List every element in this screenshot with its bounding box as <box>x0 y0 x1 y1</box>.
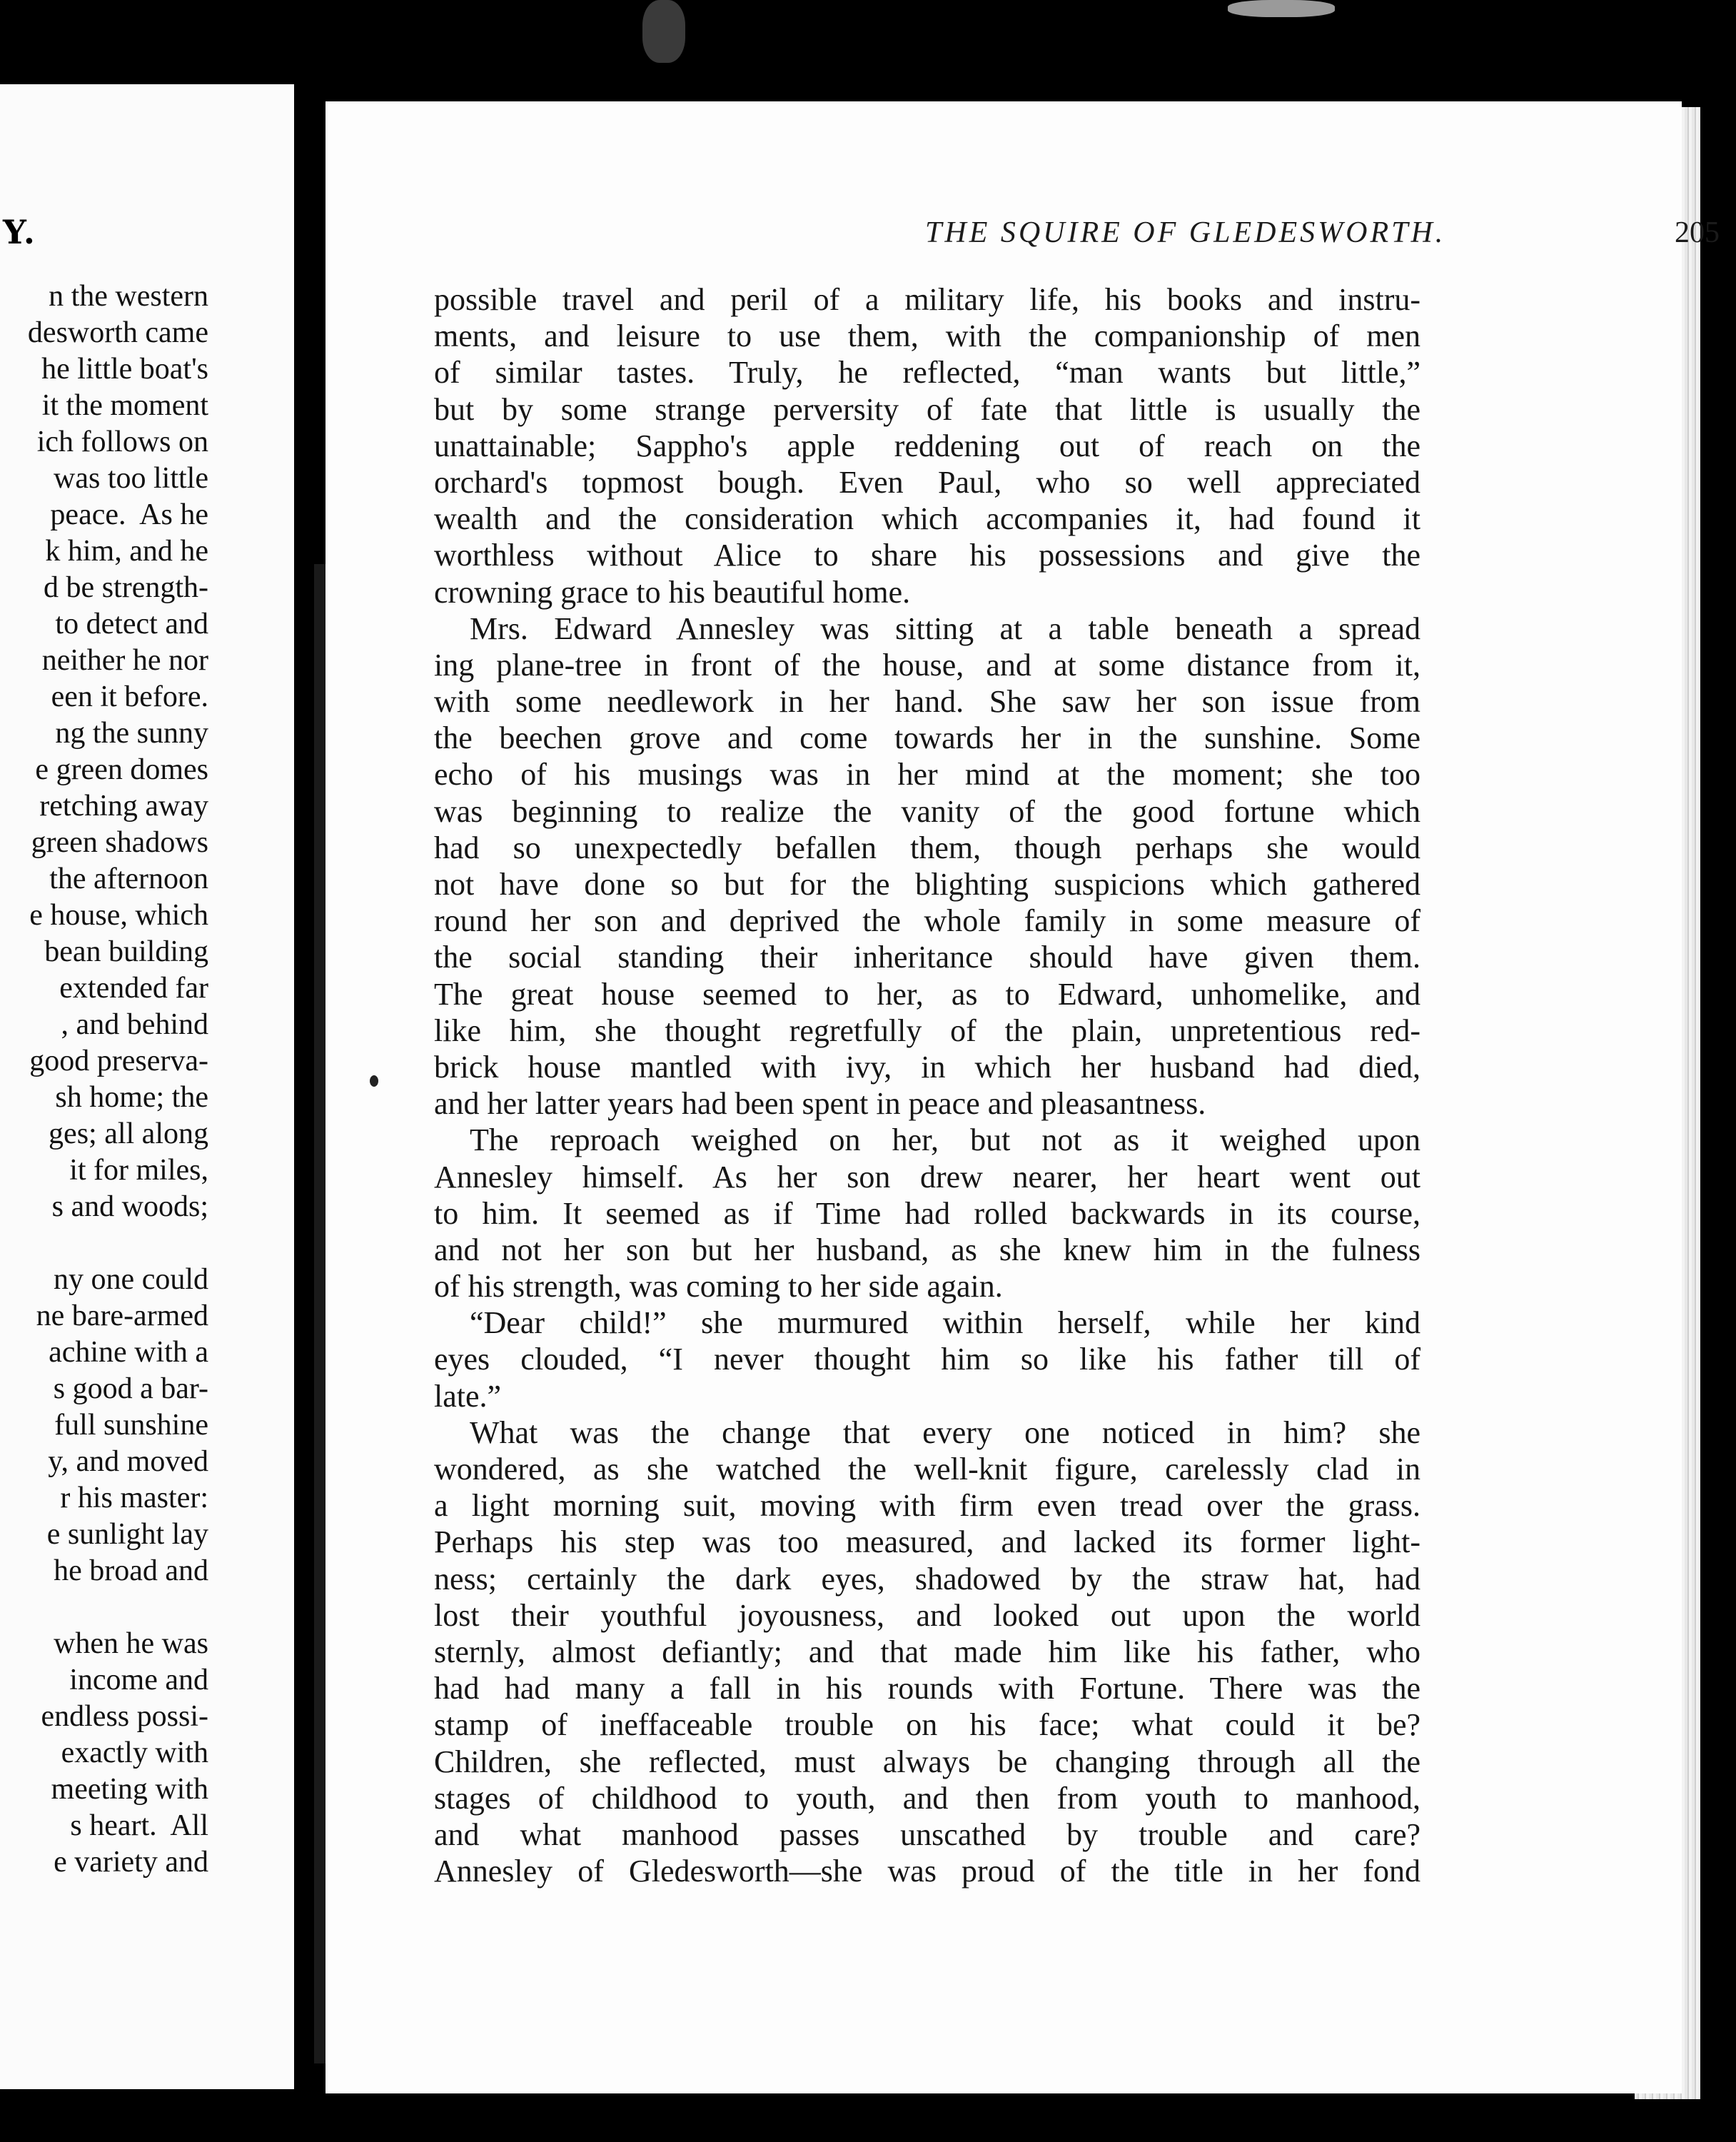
left-text-line: s heart. All <box>70 1809 208 1842</box>
left-text-line <box>0 1225 208 1262</box>
left-text-line <box>0 1589 208 1626</box>
text-line: round her son and deprived the whole family in some measure of <box>434 903 1420 939</box>
left-text-line: n the western <box>49 280 208 313</box>
text-line: to him. It seemed as if Time had rolled backwards in its course, <box>434 1195 1420 1231</box>
left-text-line: e sunlight lay <box>46 1518 208 1551</box>
body-text <box>434 281 1420 1889</box>
left-text-line: extended far <box>59 972 208 1005</box>
left-text-line: k him, and he <box>45 535 208 568</box>
ink-spot <box>370 1075 378 1087</box>
page-number: 205 <box>1675 216 1720 249</box>
text-line: late.” <box>434 1378 502 1414</box>
left-text-line: peace. As he <box>50 498 208 531</box>
left-text-line: ne bare-armed <box>36 1299 208 1332</box>
left-text-line: it the moment <box>41 389 208 422</box>
text-line: sternly, almost defiantly; and that made him like his father, who <box>434 1634 1420 1669</box>
text-line: wondered, as she watched the well-knit figure, carelessly clad in <box>434 1452 1420 1487</box>
text-line: with some needlework in her hand. She saw her son issue from <box>434 684 1420 720</box>
left-text-line: was too little <box>54 462 208 495</box>
text-line: ments, and leisure to use them, with the companionship of men <box>434 318 1420 354</box>
text-line: and what manhood passes unscathed by trouble and care? <box>434 1816 1420 1852</box>
text-line: stages of childhood to youth, and then from youth to manhood, <box>434 1780 1420 1816</box>
running-head <box>625 216 1720 258</box>
text-line: ness; certainly the dark eyes, shadowed by the straw hat, had <box>434 1561 1420 1597</box>
text-line: The great house seemed to her, as to Edward, unhomelike, and <box>434 976 1420 1012</box>
text-line: worthless without Alice to share his possessions and give the <box>434 538 1420 573</box>
text-line: Perhaps his step was too measured, and lacked its former light- <box>434 1524 1420 1560</box>
text-line: like him, she thought regretfully of the plain, unpretentious red- <box>434 1012 1420 1048</box>
left-text-line: ich follows on <box>36 426 208 458</box>
left-text-line: ng the sunny <box>55 717 208 750</box>
text-line: Annesley himself. As her son drew nearer, her heart went out <box>434 1159 1420 1195</box>
text-line: of similar tastes. Truly, he reflected, “man wants but little,” <box>434 355 1420 391</box>
left-text-line: d be strength- <box>44 571 208 604</box>
text-line: had had many a fall in his rounds with Fortune. There was the <box>434 1671 1420 1706</box>
left-page <box>0 84 294 2089</box>
left-text-line: income and <box>69 1664 208 1696</box>
left-text-line: e green domes <box>35 753 208 786</box>
left-text-line: he little boat's <box>41 353 208 386</box>
text-line: lost their youthful joyousness, and looked out upon the world <box>434 1597 1420 1633</box>
left-text-line: bean building <box>44 935 208 968</box>
text-line: Children, she reflected, must always be changing through all the <box>434 1744 1420 1779</box>
left-text-line: e house, which <box>29 899 208 932</box>
text-line: Mrs. Edward Annesley was sitting at a table beneath a spread <box>470 610 1420 646</box>
text-line: not have done so but for the blighting suspicions which gathered <box>434 867 1420 902</box>
text-line: The reproach weighed on her, but not as it weighed upon <box>470 1122 1420 1158</box>
left-text-line: ny one could <box>54 1263 208 1296</box>
left-text-line: neither he nor <box>41 644 208 677</box>
text-line: and not her son but her husband, as she knew him in the fulness <box>434 1232 1420 1267</box>
left-text-line: s good a bar- <box>53 1372 208 1405</box>
text-line: the beechen grove and come towards her in the sunshine. Some <box>434 720 1420 756</box>
left-text-line: full sunshine <box>54 1409 208 1442</box>
left-text-line: to detect and <box>55 608 208 640</box>
left-text-line: green shadows <box>31 826 208 859</box>
text-line: “Dear child!” she murmured within herself, while her kind <box>470 1305 1420 1341</box>
left-text-line: he broad and <box>54 1554 208 1587</box>
left-text-line: desworth came <box>27 316 208 349</box>
text-line: possible travel and peril of a military life, his books and instru- <box>434 282 1420 317</box>
text-line: but by some strange perversity of fate that little is usually the <box>434 391 1420 427</box>
text-line: wealth and the consideration which accompanies it, had found it <box>434 501 1420 537</box>
text-line: What was the change that every one noticed in him? she <box>470 1414 1420 1450</box>
left-text-line: exactly with <box>61 1736 208 1769</box>
left-text-line: achine with a <box>49 1336 208 1369</box>
running-head-title: THE SQUIRE OF GLEDESWORTH. <box>925 216 1446 249</box>
text-line: of his strength, was coming to her side again. <box>434 1269 1003 1304</box>
left-text-line: , and behind <box>61 1008 208 1041</box>
left-text-line: endless possi- <box>41 1700 208 1733</box>
text-line: Annesley of Gledesworth—she was proud of the title in her fond <box>434 1854 1420 1889</box>
text-line: ing plane-tree in front of the house, and at some distance from it, <box>434 647 1420 683</box>
text-line: the social standing their inheritance should have given them. <box>434 940 1420 975</box>
left-text-line: when he was <box>54 1627 208 1660</box>
left-text-line: it for miles, <box>69 1154 208 1187</box>
right-page <box>326 101 1720 2093</box>
text-line: unattainable; Sappho's apple reddening out of reach on the <box>434 428 1420 463</box>
text-line: orchard's topmost bough. Even Paul, who so well appreciated <box>434 464 1420 500</box>
text-line: a light morning suit, moving with firm even tread over the grass. <box>434 1488 1420 1524</box>
left-text-line: een it before. <box>51 680 208 713</box>
left-text-line: good preserva- <box>29 1045 208 1077</box>
text-line: was beginning to realize the vanity of the good fortune which <box>434 793 1420 829</box>
text-line: eyes clouded, “I never thought him so like his father till of <box>434 1342 1420 1377</box>
left-text-line: s and woods; <box>51 1190 208 1223</box>
text-line: stamp of ineffaceable trouble on his face; what could it be? <box>434 1707 1420 1743</box>
scan-smudge <box>1228 0 1335 17</box>
left-text-line: e variety and <box>54 1846 208 1879</box>
left-text-line: retching away <box>39 790 208 823</box>
left-text-line: y, and moved <box>48 1445 208 1478</box>
text-line: and her latter years had been spent in peace and pleasantness. <box>434 1086 1206 1122</box>
text-line: echo of his musings was in her mind at the moment; she too <box>434 757 1420 793</box>
left-text-line: sh home; the <box>55 1081 208 1114</box>
text-line: crowning grace to his beautiful home. <box>434 574 911 610</box>
left-text-line: meeting with <box>51 1773 208 1806</box>
left-text-line: r his master: <box>60 1482 208 1514</box>
left-text-line: ges; all along <box>49 1117 208 1150</box>
scan-smudge <box>642 0 685 63</box>
left-text-line: the afternoon <box>49 863 208 895</box>
text-line: brick house mantled with ivy, in which her husband had died, <box>434 1049 1420 1085</box>
left-running-head-fragment: Y. <box>3 213 36 251</box>
left-page-text <box>0 278 294 1881</box>
text-line: had so unexpectedly befallen them, though perhaps she would <box>434 830 1420 865</box>
